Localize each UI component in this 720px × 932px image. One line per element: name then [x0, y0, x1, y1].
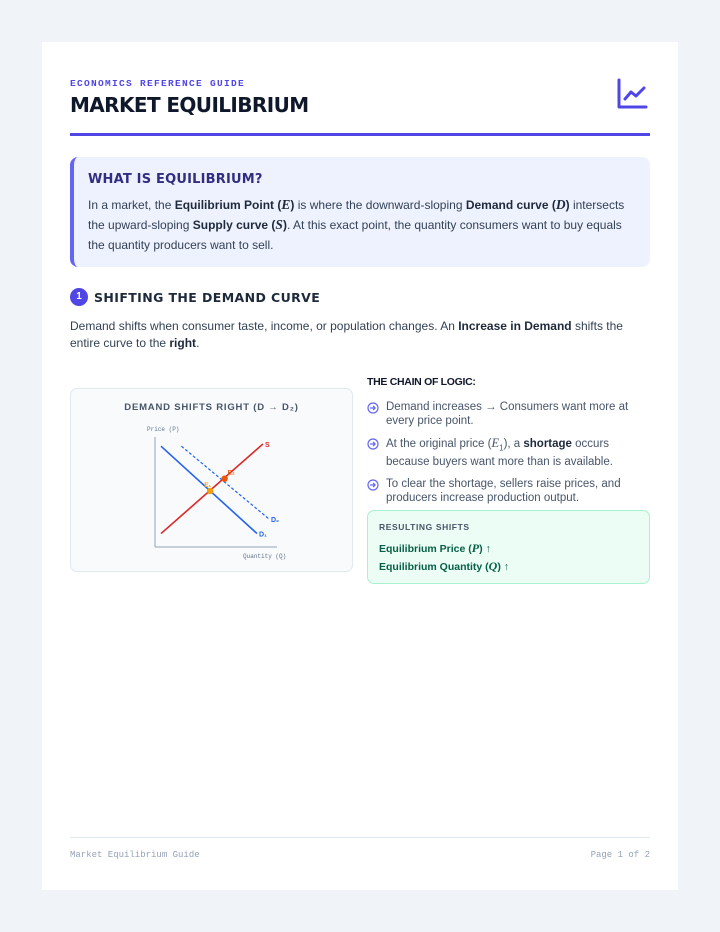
series-label-0: S — [265, 441, 270, 449]
series-line-2 — [181, 446, 269, 519]
series-label-2: D₂ — [271, 517, 280, 524]
chart-title: DEMAND SHIFTS RIGHT (D → D₂) — [124, 402, 299, 413]
arrow-circle-icon — [367, 479, 379, 491]
arrow-circle-icon — [367, 438, 379, 450]
shortage-term: shortage — [523, 438, 572, 450]
math-p: P — [471, 541, 480, 555]
result-quantity-arrow: ) ↑ — [497, 561, 510, 573]
x-axis-label: Quantity (Q) — [243, 553, 287, 560]
demand-shift-chart — [71, 389, 354, 573]
definition-text — [88, 195, 634, 255]
arrow-circle-icon — [367, 402, 379, 414]
page-number: Page 1 of 2 — [590, 850, 650, 860]
logic-heading: THE CHAIN OF LOGIC: — [367, 376, 476, 388]
resulting-shifts-box — [367, 510, 650, 584]
logic-panel — [367, 376, 650, 513]
logic-step — [367, 400, 650, 428]
result-quantity-text: Equilibrium Quantity ( — [379, 561, 489, 573]
y-axis-label: Price (P) — [147, 426, 180, 433]
term-close: ) — [290, 198, 295, 212]
page-title: MARKET EQUILIBRIUM — [70, 93, 309, 117]
logic-step-text: ), a — [503, 438, 524, 450]
math-e: E — [491, 436, 500, 450]
intro-text-1: Demand shifts when consumer taste, income, or population changes. An — [70, 319, 459, 333]
result-price-arrow: ) ↑ — [479, 543, 491, 555]
document-page — [42, 42, 678, 890]
footer-title: Market Equilibrium Guide — [70, 850, 200, 860]
definition-text-3: intersects the upward-sloping — [88, 198, 625, 232]
equilibrium-label-2: E₂ — [227, 469, 235, 477]
line-chart-icon — [616, 78, 648, 110]
result-label: RESULTING SHIFTS — [379, 522, 470, 532]
math-q: Q — [488, 559, 498, 573]
demand-curve-term — [466, 198, 570, 212]
math-s: S — [275, 217, 283, 232]
logic-step — [367, 436, 650, 469]
term-close: ) — [565, 198, 570, 212]
section-intro — [70, 318, 650, 352]
intro-bold-2: right — [169, 336, 197, 350]
intro-text-3: . — [196, 336, 200, 350]
definition-text-4: . At this exact point, the quantity consumers want to buy equals the quantity producers want to sell. — [88, 218, 622, 252]
equilibrium-point-term — [175, 198, 295, 212]
section-number-badge: 1 — [70, 288, 88, 306]
term-label: Demand curve ( — [465, 198, 556, 212]
math-subscript: 1 — [499, 443, 504, 453]
definition-callout — [70, 157, 650, 267]
equilibrium-label-1: E₁ — [204, 482, 212, 489]
header-kicker: ECONOMICS REFERENCE GUIDE — [70, 78, 246, 89]
math-e: E — [281, 197, 291, 212]
result-quantity — [379, 558, 638, 576]
term-label: Equilibrium Point ( — [174, 198, 282, 212]
page-header — [70, 78, 650, 136]
logic-step — [367, 477, 650, 505]
definition-text-2: is where the downward-sloping — [294, 198, 466, 212]
result-price-text: Equilibrium Price ( — [379, 543, 472, 555]
definition-text-1: In a market, the — [88, 198, 175, 212]
term-close: ) — [282, 218, 287, 232]
definition-heading: WHAT IS EQUILIBRIUM? — [88, 172, 263, 187]
logic-step-text: Demand increases → Consumers want more at every price point. — [386, 401, 629, 427]
supply-curve-term — [193, 218, 287, 232]
page-footer — [70, 837, 650, 867]
math-d: D — [555, 197, 566, 212]
result-price — [379, 540, 638, 558]
series-label-1: D₁ — [259, 531, 267, 539]
logic-step-text: occurs because buyers want more than is available. — [386, 438, 613, 469]
intro-text-2: shifts the entire curve to the — [70, 319, 623, 350]
term-label: Supply curve ( — [192, 218, 276, 232]
section-title: SHIFTING THE DEMAND CURVE — [94, 290, 321, 305]
chart-card — [70, 388, 353, 572]
intro-bold-1: Increase in Demand — [458, 319, 572, 333]
logic-step-text: At the original price ( — [386, 438, 492, 450]
logic-step-text: To clear the shortage, sellers raise prices, and producers increase production output. — [386, 478, 621, 505]
